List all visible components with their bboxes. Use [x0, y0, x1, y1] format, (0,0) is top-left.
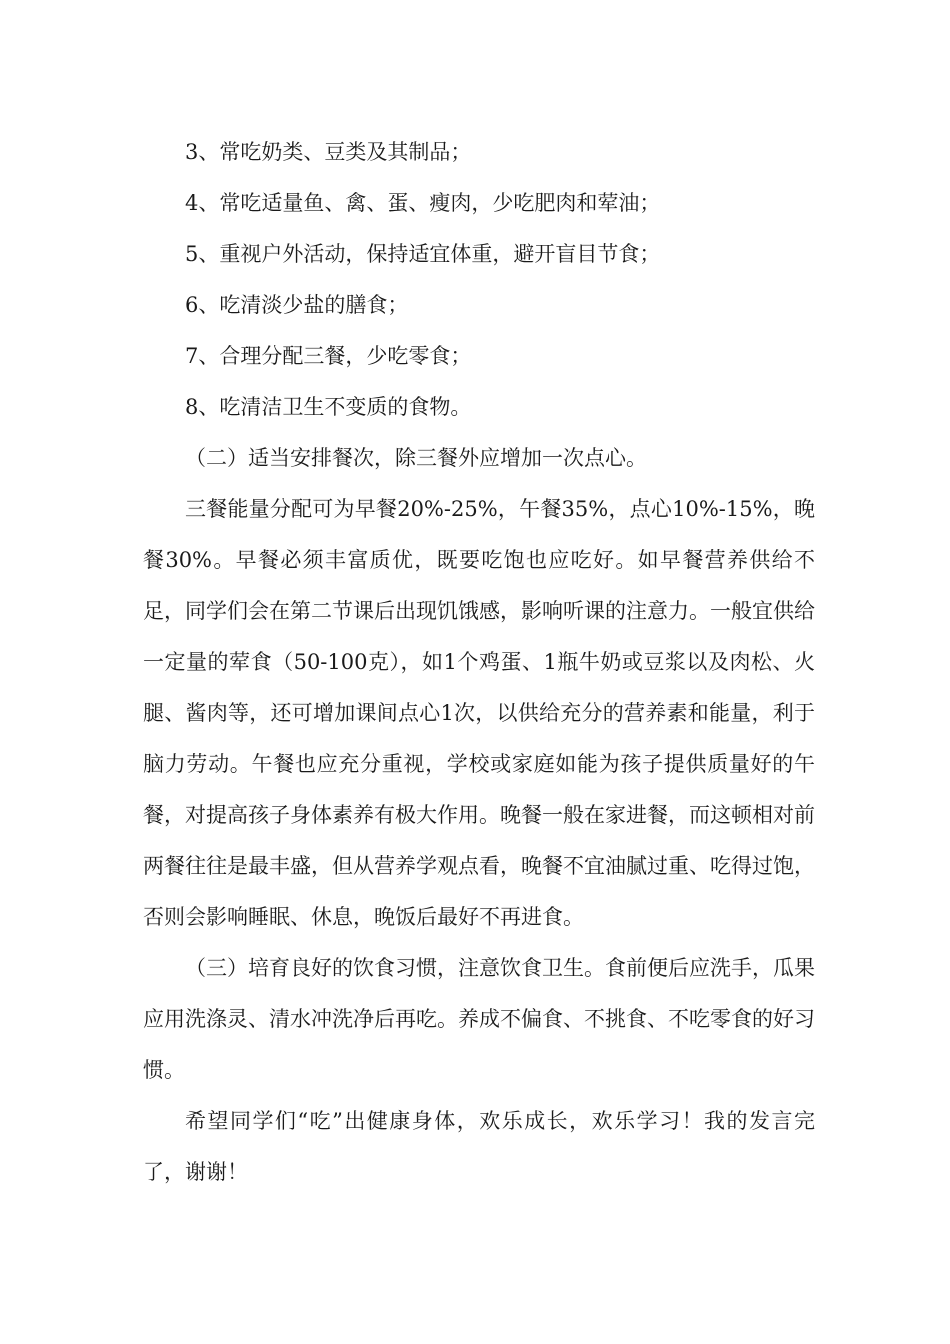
- guideline-item-4: 4、常吃适量鱼、禽、蛋、瘦肉，少吃肥肉和荤油；: [185, 191, 661, 215]
- meal-distribution-paragraph: 三餐能量分配可为早餐20%-25%，午餐35%，点心10%-15%，晚餐30%。早餐必须丰富质优，既要吃饱也应吃好。如早餐营养供给不足，同学们会在第二节课后出现饥饿感，影响听课的注意力。一般宜供给一定量的荤食（50-100克），如1个鸡蛋、1瓶牛奶或豆浆以及肉松、火腿、酱肉等，还可增加课间点心1次，以供给充分的营养素和能量，利于脑力劳动。午餐也应充分重视，学校或家庭如能为孩子提供质量好的午餐，对提高孩子身体素养有极大作用。晚餐一般在家进餐，而这顿相对前两餐往往是最丰盛，但从营养学观点看，晚餐不宜油腻过重、吃得过饱，否则会影响睡眠、休息，晚饭后最好不再进食。: [143, 497, 815, 929]
- section-heading-2: （二）适当安排餐次，除三餐外应增加一次点心。: [185, 446, 647, 470]
- closing-paragraph: 希望同学们“吃”出健康身体，欢乐成长，欢乐学习！我的发言完了，谢谢！: [143, 1109, 815, 1184]
- guideline-item-8: 8、吃清洁卫生不变质的食物。: [185, 395, 472, 419]
- section-heading-3-paragraph: （三）培育良好的饮食习惯，注意饮食卫生。食前便后应洗手，瓜果应用洗涤灵、清水冲洗净后再吃。养成不偏食、不挑食、不吃零食的好习惯。: [143, 956, 815, 1082]
- guideline-item-6: 6、吃清淡少盐的膳食；: [185, 293, 409, 317]
- guideline-item-5: 5、重视户外活动，保持适宜体重，避开盲目节食；: [185, 242, 661, 266]
- guideline-item-7: 7、合理分配三餐，少吃零食；: [185, 344, 472, 368]
- guideline-item-3: 3、常吃奶类、豆类及其制品；: [185, 140, 472, 164]
- document-body: [143, 127, 815, 1198]
